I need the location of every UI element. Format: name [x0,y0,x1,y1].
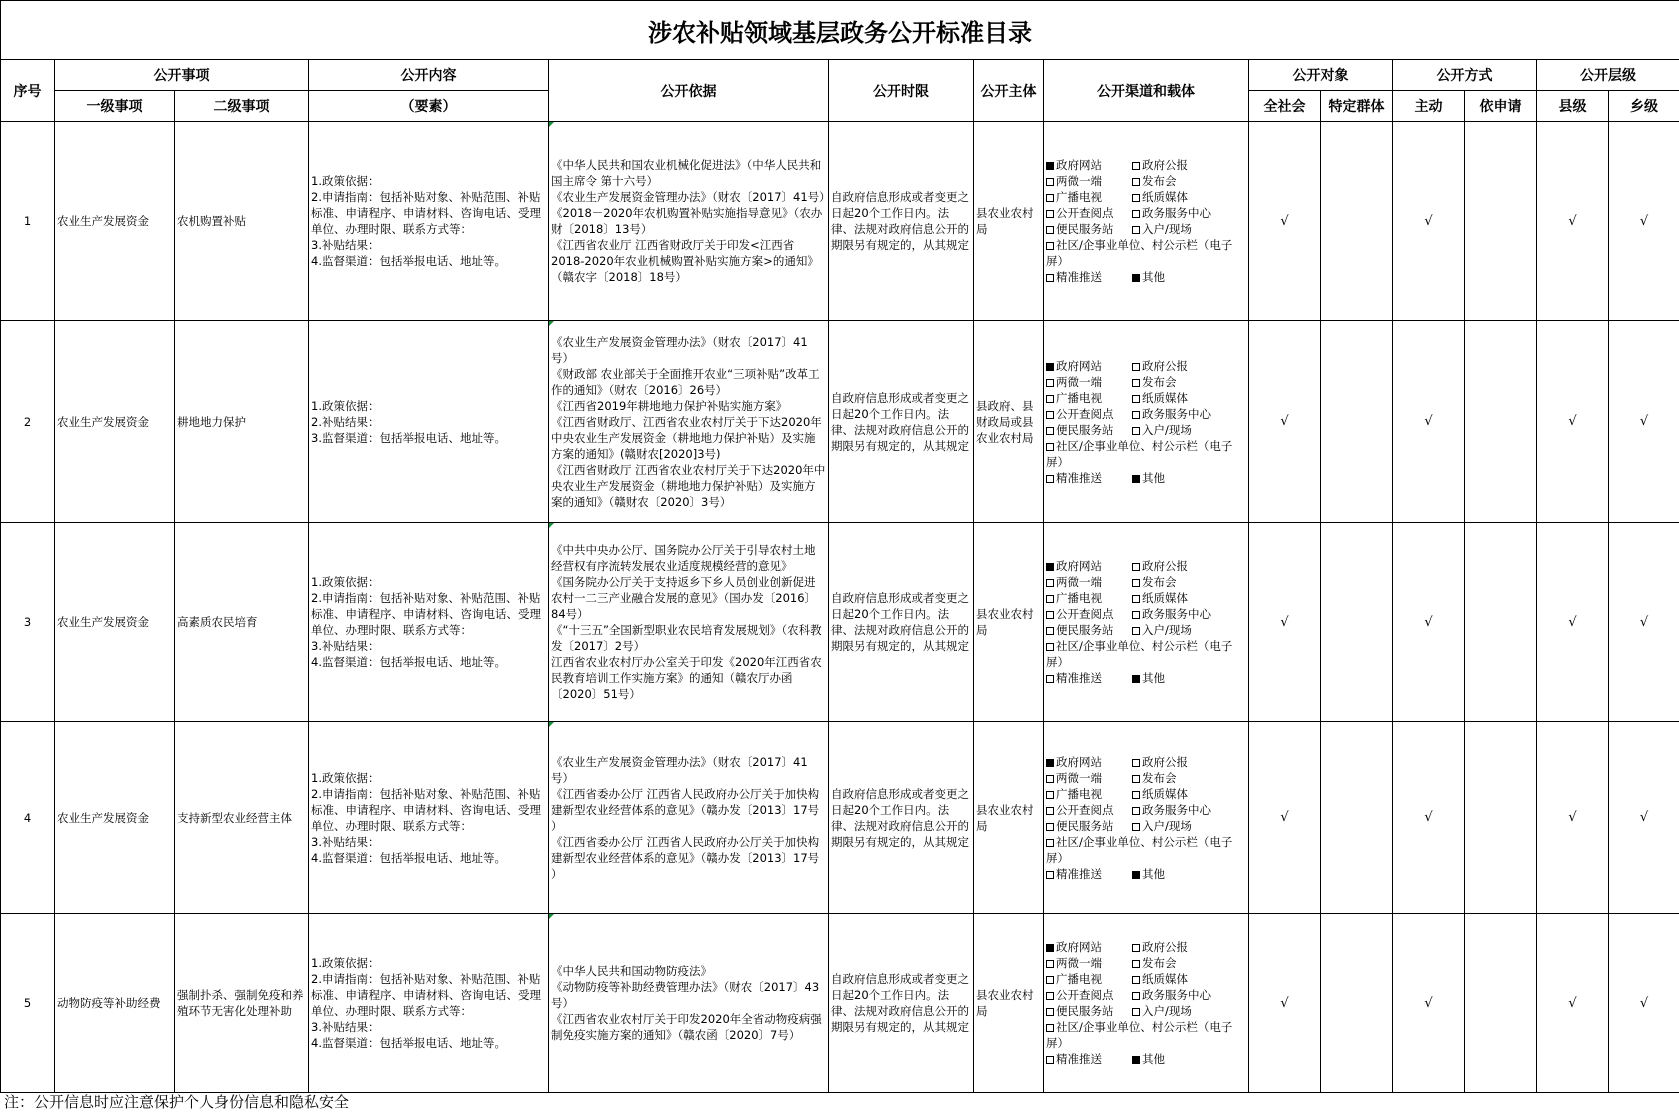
basis-cell: 《农业生产发展资金管理办法》（财农〔2017〕41号） 《财政部 农业部关于全面推开农业“三项补贴”改革工作的通知》（财农〔2016〕26号） 《江西省2019年耕地地力保护补贴实施方案》 《江西省财政厅、江西省农业农村厅关于下达2020年中央农业生产发展资金（耕地地力保护补贴）及实施方案的通知》(赣财农[2020]3号) 《江西省财政厅 江西省农业农村厅关于下达2020年中央农业生产发展资金（耕地地力保护补贴）及实施方案的通知》（赣财农〔2020〕3号） [549,321,829,523]
check-active-cell: √ [1393,321,1465,523]
header-target-specific: 特定群体 [1321,91,1393,122]
subject-cell: 县农业农村局 [974,722,1044,914]
content-cell: 1.政策依据： 2.补贴结果： 3.监督渠道：包括举报电话、地址等。 [309,321,549,523]
content-cell: 1.政策依据： 2.申请指南：包括补贴对象、补贴范围、补贴标准、申请程序、申请材料、咨询电话、受理单位、办理时限、联系方式等： 3.补贴结果： 4.监督渠道：包括举报电话、地址等。 [309,523,549,722]
channel-option-label: 两微一端 [1056,575,1102,589]
channel-cell [1044,914,1249,1093]
table-row [1,523,1679,722]
level2-cell: 耕地地力保护 [175,321,309,523]
channel-cell [1044,722,1249,914]
header-subject: 公开主体 [974,60,1044,122]
channel-option [1132,205,1211,221]
channel-option-label: 公开查阅点 [1056,607,1114,621]
channel-option [1046,1003,1132,1019]
channel-option [1046,670,1132,686]
channel-option-label: 发布会 [1142,174,1177,188]
table-row [1,321,1679,523]
empty-box-icon [1046,839,1054,847]
subject-cell: 县农业农村局 [974,122,1044,321]
channel-option-label: 纸质媒体 [1142,591,1188,605]
channel-option [1132,590,1188,606]
empty-box-icon [1046,226,1054,234]
level1-cell: 动物防疫等补助经费 [55,914,175,1093]
channel-option [1046,939,1132,955]
channel-option-label: 便民服务站 [1056,1004,1114,1018]
seq-cell: 4 [1,722,55,914]
empty-box-icon [1132,379,1140,387]
channel-option-label: 政务服务中心 [1142,607,1211,621]
channel-option [1132,558,1188,574]
level2-cell: 高素质农民培育 [175,523,309,722]
channel-option [1046,470,1132,486]
empty-box-icon [1132,823,1140,831]
check-active-cell: √ [1393,722,1465,914]
channel-option-label: 发布会 [1142,575,1177,589]
channel-option [1132,157,1188,173]
header-level2: 二级事项 [175,91,309,122]
channel-option-label: 政府公报 [1142,158,1188,172]
channel-option-label: 政府公报 [1142,559,1188,573]
seq-cell: 2 [1,321,55,523]
channel-option [1046,173,1132,189]
level1-cell: 农业生产发展资金 [55,523,175,722]
channel-option-label: 公开查阅点 [1056,988,1114,1002]
level1-cell: 农业生产发展资金 [55,321,175,523]
channel-option [1132,1051,1165,1067]
empty-box-icon [1132,579,1140,587]
checked-box-icon [1046,363,1054,371]
channel-option-label: 其他 [1142,866,1165,881]
channel-option [1132,770,1177,786]
channel-option-label: 便民服务站 [1056,422,1114,437]
empty-box-icon [1132,807,1140,815]
checked-box-icon [1132,675,1140,683]
channel-option [1046,955,1132,971]
channel-option-label: 广播电视 [1056,390,1102,405]
table-body [1,122,1679,1093]
channel-option-label: 精准推送 [1056,866,1102,881]
channel-option-label: 精准推送 [1056,270,1102,284]
time-cell: 自政府信息形成或者变更之日起20个工作日内。法律、法规对政府信息公开的期限另有规定的，从其规定 [829,122,974,321]
channel-option-label: 政府公报 [1142,754,1188,769]
channel-option-label: 两微一端 [1056,174,1102,188]
header-content: 公开内容 [309,60,549,91]
time-cell: 自政府信息形成或者变更之日起20个工作日内。法律、法规对政府信息公开的期限另有规定的，从其规定 [829,722,974,914]
channel-option [1046,834,1246,866]
channel-option-label: 入户/现场 [1142,222,1192,236]
empty-box-icon [1046,871,1054,879]
channel-option-label: 发布会 [1142,374,1177,389]
channel-option [1046,818,1132,834]
channel-option-label: 政府公报 [1142,940,1188,954]
channel-option [1046,189,1132,205]
channel-option [1132,422,1192,438]
channel-option [1046,754,1132,770]
channel-option [1132,189,1188,205]
check-all-cell: √ [1249,523,1321,722]
channel-option [1132,939,1188,955]
empty-box-icon [1046,443,1054,451]
check-request-cell [1465,122,1537,321]
channel-option [1046,237,1246,269]
header-target-all: 全社会 [1249,91,1321,122]
check-active-cell: √ [1393,523,1465,722]
check-request-cell [1465,914,1537,1093]
header-channel: 公开渠道和载体 [1044,60,1249,122]
channel-option [1132,470,1165,486]
channel-option [1046,558,1132,574]
empty-box-icon [1046,427,1054,435]
empty-box-icon [1046,823,1054,831]
channel-option [1132,574,1177,590]
channel-option [1046,574,1132,590]
channel-option-label: 公开查阅点 [1056,802,1114,817]
channel-option [1132,221,1192,237]
check-specific-cell [1321,122,1393,321]
header-method-active: 主动 [1393,91,1465,122]
channel-option-label: 政府网站 [1056,559,1102,573]
channel-option [1046,1019,1246,1051]
empty-box-icon [1132,210,1140,218]
content-cell: 1.政策依据： 2.申请指南：包括补贴对象、补贴范围、补贴标准、申请程序、申请材料、咨询电话、受理单位、办理时限、联系方式等： 3.补贴结果： 4.监督渠道：包括举报电话、地址等。 [309,122,549,321]
channel-option-label: 政务服务中心 [1142,988,1211,1002]
empty-box-icon [1046,976,1054,984]
empty-box-icon [1132,976,1140,984]
check-request-cell [1465,722,1537,914]
channel-cell [1044,321,1249,523]
empty-box-icon [1132,395,1140,403]
level1-cell: 农业生产发展资金 [55,722,175,914]
empty-box-icon [1132,775,1140,783]
channel-option [1132,406,1211,422]
header-time: 公开时限 [829,60,974,122]
subject-cell: 县农业农村局 [974,523,1044,722]
channel-option [1046,205,1132,221]
channel-option-label: 政府网站 [1056,940,1102,954]
channel-option-label: 纸质媒体 [1142,190,1188,204]
check-county-cell: √ [1537,523,1609,722]
content-cell: 1.政策依据： 2.申请指南：包括补贴对象、补贴范围、补贴标准、申请程序、申请材料、咨询电话、受理单位、办理时限、联系方式等： 3.补贴结果： 4.监督渠道：包括举报电话、地址等。 [309,722,549,914]
channel-option [1046,638,1246,670]
checked-box-icon [1046,162,1054,170]
checked-box-icon [1046,563,1054,571]
channel-option-label: 公开查阅点 [1056,406,1114,421]
channel-option-label: 入户/现场 [1142,623,1192,637]
subject-cell: 县政府、县财政局或县农业农村局 [974,321,1044,523]
subject-cell: 县农业农村局 [974,914,1044,1093]
check-specific-cell [1321,722,1393,914]
check-county-cell: √ [1537,722,1609,914]
channel-option [1132,670,1165,686]
channel-option [1132,802,1211,818]
channel-option-label: 广播电视 [1056,972,1102,986]
empty-box-icon [1046,475,1054,483]
channel-cell [1044,523,1249,722]
channel-option-label: 政府网站 [1056,158,1102,172]
checked-box-icon [1046,759,1054,767]
check-all-cell: √ [1249,914,1321,1093]
check-specific-cell [1321,523,1393,722]
channel-option-label: 入户/现场 [1142,422,1192,437]
checked-box-icon [1132,1056,1140,1064]
channel-option-label: 精准推送 [1056,470,1102,485]
table-row [1,722,1679,914]
empty-box-icon [1046,1056,1054,1064]
channel-option-label: 便民服务站 [1056,222,1114,236]
seq-cell: 5 [1,914,55,1093]
channel-option [1132,955,1177,971]
empty-box-icon [1132,162,1140,170]
channel-option [1132,818,1192,834]
channel-option-label: 便民服务站 [1056,818,1114,833]
channel-option-label: 其他 [1142,270,1165,284]
channel-option-label: 其他 [1142,470,1165,485]
channel-option [1046,590,1132,606]
check-all-cell: √ [1249,122,1321,321]
channel-option-label: 社区/企事业单位、村公示栏（电子屏） [1046,639,1233,669]
channel-option [1132,1003,1192,1019]
channel-option [1046,866,1132,882]
channel-option-label: 政务服务中心 [1142,206,1211,220]
check-town-cell: √ [1609,722,1679,914]
header-level-county: 县级 [1537,91,1609,122]
channel-option-label: 纸质媒体 [1142,390,1188,405]
header-content-sub: （要素） [309,91,549,122]
content-cell: 1.政策依据： 2.申请指南：包括补贴对象、补贴范围、补贴标准、申请程序、申请材料、咨询电话、受理单位、办理时限、联系方式等： 3.补贴结果： 4.监督渠道：包括举报电话、地址等。 [309,914,549,1093]
check-request-cell [1465,523,1537,722]
header-level-town: 乡级 [1609,91,1679,122]
channel-option-label: 社区/企事业单位、村公示栏（电子屏） [1046,1020,1233,1050]
channel-option-label: 入户/现场 [1142,1004,1192,1018]
empty-box-icon [1132,791,1140,799]
time-cell: 自政府信息形成或者变更之日起20个工作日内。法律、法规对政府信息公开的期限另有规定的，从其规定 [829,914,974,1093]
empty-box-icon [1132,944,1140,952]
header-level: 公开层级 [1537,60,1679,91]
channel-option [1046,406,1132,422]
check-town-cell: √ [1609,321,1679,523]
channel-option [1046,971,1132,987]
channel-option-label: 广播电视 [1056,190,1102,204]
table-row [1,122,1679,321]
channel-option [1046,374,1132,390]
channel-option-label: 政府网站 [1056,358,1102,373]
empty-box-icon [1132,194,1140,202]
empty-box-icon [1046,411,1054,419]
header-basis: 公开依据 [549,60,829,122]
channel-option [1132,390,1188,406]
check-county-cell: √ [1537,914,1609,1093]
empty-box-icon [1046,992,1054,1000]
channel-option-label: 其他 [1142,671,1165,685]
checked-box-icon [1046,944,1054,952]
channel-cell [1044,122,1249,321]
check-specific-cell [1321,914,1393,1093]
seq-cell: 1 [1,122,55,321]
channel-option-label: 发布会 [1142,956,1177,970]
channel-option [1132,786,1188,802]
header-seq: 序号 [1,60,55,122]
empty-box-icon [1046,379,1054,387]
seq-cell: 3 [1,523,55,722]
channel-option-label: 便民服务站 [1056,623,1114,637]
channel-option-label: 政务服务中心 [1142,802,1211,817]
empty-box-icon [1132,627,1140,635]
check-active-cell: √ [1393,914,1465,1093]
empty-box-icon [1046,210,1054,218]
empty-box-icon [1046,960,1054,968]
empty-box-icon [1132,427,1140,435]
empty-box-icon [1132,992,1140,1000]
level2-cell: 农机购置补贴 [175,122,309,321]
channel-option-label: 精准推送 [1056,671,1102,685]
footnote: 注：公开信息时应注意保护个人身份信息和隐私安全 [4,1093,350,1111]
channel-option [1132,622,1192,638]
channel-option [1046,269,1132,285]
empty-box-icon [1046,643,1054,651]
channel-option-label: 社区/企事业单位、村公示栏（电子屏） [1046,238,1233,268]
channel-option [1046,422,1132,438]
channel-option [1132,358,1188,374]
empty-box-icon [1046,178,1054,186]
empty-box-icon [1046,675,1054,683]
empty-box-icon [1132,960,1140,968]
channel-option-label: 政府网站 [1056,754,1102,769]
empty-box-icon [1046,395,1054,403]
empty-box-icon [1046,1024,1054,1032]
empty-box-icon [1046,775,1054,783]
channel-option-label: 公开查阅点 [1056,206,1114,220]
empty-box-icon [1046,791,1054,799]
channel-option [1046,770,1132,786]
checked-box-icon [1132,871,1140,879]
channel-option [1046,987,1132,1003]
check-active-cell: √ [1393,122,1465,321]
channel-option-label: 纸质媒体 [1142,786,1188,801]
channel-option-label: 两微一端 [1056,956,1102,970]
empty-box-icon [1046,595,1054,603]
channel-option-label: 社区/企事业单位、村公示栏（电子屏） [1046,438,1233,469]
channel-option [1132,173,1177,189]
channel-option-label: 发布会 [1142,770,1177,785]
channel-option [1046,1051,1132,1067]
channel-option [1046,802,1132,818]
basis-cell: 《农业生产发展资金管理办法》（财农〔2017〕41号） 《江西省委办公厅 江西省人民政府办公厅关于加快构建新型农业经营体系的意见》（赣办发〔2013〕17号 ） 《江西省委办公厅 江西省人民政府办公厅关于加快构建新型农业经营体系的意见》（赣办发〔2013〕17号 ） [549,722,829,914]
page-title: 涉农补贴领域基层政务公开标准目录 [1,1,1679,60]
empty-box-icon [1046,807,1054,815]
channel-option [1046,438,1246,470]
channel-option [1046,157,1132,173]
check-all-cell: √ [1249,722,1321,914]
empty-box-icon [1132,611,1140,619]
basis-cell: 《中共中央办公厅、国务院办公厅关于引导农村土地经营权有序流转发展农业适度规模经营的意见》 《国务院办公厅关于支持返乡下乡人员创业创新促进农村一二三产业融合发展的意见》（国办发〔2016〕84号） 《“十三五”全国新型职业农民培育发展规划》（农科教发〔2017〕2号） 江西省农业农村厅办公室关于印发《2020年江西省农民教育培训工作实施方案》的通知（赣农厅办函〔2020〕51号） [549,523,829,722]
channel-option-label: 政府公报 [1142,358,1188,373]
empty-box-icon [1046,194,1054,202]
channel-option-label: 广播电视 [1056,591,1102,605]
channel-option-label: 广播电视 [1056,786,1102,801]
header-method-request: 依申请 [1465,91,1537,122]
check-all-cell: √ [1249,321,1321,523]
channel-option [1132,754,1188,770]
channel-option [1046,390,1132,406]
header-level1: 一级事项 [55,91,175,122]
channel-option [1132,971,1188,987]
check-town-cell: √ [1609,523,1679,722]
table-row [1,914,1679,1093]
empty-box-icon [1132,563,1140,571]
basis-cell: 《中华人民共和国动物防疫法》 《动物防疫等补助经费管理办法》（财农〔2017〕43号） 《江西省农业农村厅关于印发2020年全省动物疫病强制免疫实施方案的通知》（赣农函〔2020〕7号） [549,914,829,1093]
check-request-cell [1465,321,1537,523]
empty-box-icon [1046,1008,1054,1016]
channel-option [1132,269,1165,285]
basis-cell: 《中华人民共和国农业机械化促进法》（中华人民共和国主席令 第十六号） 《农业生产发展资金管理办法》（财农〔2017〕41号）《2018－2020年农机购置补贴实施指导意见》（农办财〔2018〕13号） 《江西省农业厅 江西省财政厅关于印发<江西省2018-2020年农业机械购置补贴实施方案>的通知》（赣农字〔2018〕18号） [549,122,829,321]
checked-box-icon [1132,475,1140,483]
level2-cell: 强制扑杀、强制免疫和养殖环节无害化处理补助 [175,914,309,1093]
empty-box-icon [1046,611,1054,619]
time-cell: 自政府信息形成或者变更之日起20个工作日内。法律、法规对政府信息公开的期限另有规定的，从其规定 [829,523,974,722]
empty-box-icon [1132,178,1140,186]
empty-box-icon [1132,1008,1140,1016]
channel-option [1132,866,1165,882]
check-town-cell: √ [1609,122,1679,321]
level1-cell: 农业生产发展资金 [55,122,175,321]
check-specific-cell [1321,321,1393,523]
empty-box-icon [1132,759,1140,767]
checked-box-icon [1132,274,1140,282]
channel-option [1046,786,1132,802]
empty-box-icon [1132,411,1140,419]
channel-option [1046,606,1132,622]
channel-option-label: 其他 [1142,1052,1165,1066]
header-target: 公开对象 [1249,60,1393,91]
empty-box-icon [1046,242,1054,250]
check-county-cell: √ [1537,122,1609,321]
empty-box-icon [1132,595,1140,603]
empty-box-icon [1046,579,1054,587]
header-gongkai-shixiang: 公开事项 [55,60,309,91]
channel-option [1132,987,1211,1003]
empty-box-icon [1046,627,1054,635]
channel-option-label: 社区/企事业单位、村公示栏（电子屏） [1046,834,1233,865]
channel-option [1132,374,1177,390]
channel-option-label: 政务服务中心 [1142,406,1211,421]
empty-box-icon [1046,274,1054,282]
check-town-cell: √ [1609,914,1679,1093]
channel-option [1046,622,1132,638]
empty-box-icon [1132,363,1140,371]
channel-option [1046,221,1132,237]
channel-option-label: 两微一端 [1056,770,1102,785]
channel-option [1046,358,1132,374]
empty-box-icon [1132,226,1140,234]
channel-option [1132,606,1211,622]
level2-cell: 支持新型农业经营主体 [175,722,309,914]
check-county-cell: √ [1537,321,1609,523]
channel-option-label: 两微一端 [1056,374,1102,389]
channel-option-label: 入户/现场 [1142,818,1192,833]
header-method: 公开方式 [1393,60,1537,91]
channel-option-label: 精准推送 [1056,1052,1102,1066]
time-cell: 自政府信息形成或者变更之日起20个工作日内。法律、法规对政府信息公开的期限另有规定的，从其规定 [829,321,974,523]
channel-option-label: 纸质媒体 [1142,972,1188,986]
